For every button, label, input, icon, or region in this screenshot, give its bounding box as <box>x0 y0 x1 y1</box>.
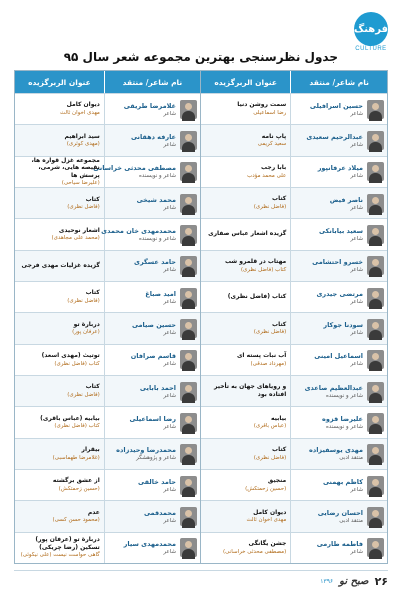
poet-name: حسین اسرافیلی <box>309 101 363 110</box>
book-title: توتیث (مهدی اسعد) <box>41 352 100 360</box>
table-row <box>201 281 387 312</box>
poet-info <box>138 478 176 493</box>
book-cell <box>201 407 290 437</box>
table-row <box>15 406 200 437</box>
poet-photo <box>367 413 384 432</box>
poet-info <box>101 227 176 243</box>
poet-info <box>310 102 363 117</box>
poet-photo <box>180 194 197 213</box>
poet-info <box>323 478 363 493</box>
poet-info <box>306 133 363 148</box>
poet-photo <box>180 288 197 307</box>
table-row <box>201 344 387 375</box>
poet-info <box>145 290 176 305</box>
book-author: (علیرضا سیاحی) <box>61 180 100 187</box>
poet-name: سودنا جوکار <box>323 320 363 329</box>
book-title: کتاب <box>85 195 100 203</box>
book-cell <box>15 345 104 375</box>
book-author: (مهدی کوثری) <box>66 141 100 148</box>
page-number: ۲۶ <box>374 575 388 588</box>
table-header <box>201 71 387 93</box>
poet-photo <box>180 413 197 432</box>
table-row <box>15 344 200 375</box>
book-author: (فاضل نظری) <box>67 297 100 304</box>
poet-info <box>140 384 176 399</box>
book-title: مهتاب در قلمرو شب <box>224 258 287 266</box>
table-row <box>15 250 200 281</box>
poet-role: شاعر <box>350 141 363 148</box>
table-row <box>15 187 200 218</box>
book-title: عدم <box>87 508 100 516</box>
poet-photo <box>180 382 197 401</box>
book-cell <box>201 282 290 312</box>
book-title: سمت روشن دنیا <box>237 101 287 109</box>
poet-name: مصطفی محدثی خراسانی <box>93 164 176 173</box>
poet-name: محمدمهدی سیار <box>123 540 176 549</box>
book-cell <box>201 157 290 187</box>
table-row <box>201 406 387 437</box>
column-header-name: نام شاعر/ منتقد <box>104 71 200 93</box>
poet-photo <box>367 507 384 526</box>
poet-role: شاعر و پژوهشگر <box>136 455 176 462</box>
poet-photo <box>180 225 197 244</box>
poet-role: شاعر <box>163 392 176 399</box>
book-title: بیابیه (عباس باقری) <box>40 414 100 422</box>
book-author: (فاضل نظری) <box>253 329 287 336</box>
book-cell <box>201 188 290 218</box>
poet-name: غلامرضا طریقی <box>123 101 176 110</box>
poet-photo <box>180 444 197 463</box>
poet-role: شاعر <box>163 141 176 148</box>
poet-name: امید صباغ <box>145 289 176 298</box>
poet-info <box>316 290 363 305</box>
table-row <box>15 500 200 531</box>
book-cell <box>201 376 290 406</box>
book-cell <box>15 313 104 343</box>
book-title: کتاب (فاضل نظری) <box>227 292 287 300</box>
poet-role: شاعر <box>163 361 176 368</box>
poet-name: احمد بابایی <box>139 383 176 392</box>
poet-photo <box>180 256 197 275</box>
table-row <box>201 469 387 500</box>
book-author: (حسین زحمتکش) <box>245 485 287 492</box>
poet-role: شاعر <box>163 330 176 336</box>
poet-photo <box>367 100 384 119</box>
poet-name: حامد عسگری <box>133 258 176 267</box>
poet-photo <box>367 194 384 213</box>
book-cell <box>201 345 290 375</box>
poet-cell <box>93 157 200 187</box>
book-author: کتاب (فاضل نظری) <box>240 266 287 273</box>
book-cell <box>201 533 290 563</box>
poet-cell <box>101 219 200 249</box>
poet-cell <box>104 533 200 563</box>
issue-year: ۱۳۹۶ <box>320 578 334 585</box>
poet-cell <box>290 125 387 155</box>
poet-cell <box>290 470 387 500</box>
poet-cell <box>104 376 200 406</box>
poet-role: شاعر <box>350 298 363 305</box>
poet-cell <box>290 407 387 437</box>
table-row <box>15 156 200 187</box>
poet-name: محمدمهدی خان محمدی <box>101 227 176 236</box>
book-author: کتاب (فاضل نظری) <box>54 423 100 430</box>
book-cell <box>201 125 290 155</box>
column-header-book: عنوان الربرگزیده <box>28 77 91 87</box>
poet-role: شاعر <box>350 235 363 242</box>
poet-name: علیرضا قزوه <box>322 414 363 423</box>
poet-cell <box>290 533 387 563</box>
newspaper-name: صبح نو <box>339 576 369 587</box>
poet-role: منتقد ادبی <box>339 455 363 462</box>
book-author: مهدی اخوان ثالث <box>60 109 100 116</box>
table-row <box>201 500 387 531</box>
poet-photo <box>367 131 384 150</box>
book-cell <box>15 251 104 281</box>
book-cell <box>201 470 290 500</box>
poet-info <box>323 321 363 336</box>
table-row <box>201 187 387 218</box>
poet-photo <box>367 288 384 307</box>
poet-role: شاعر <box>350 486 363 493</box>
book-cell <box>15 219 104 249</box>
book-author: کتاب (فاضل نظری) <box>54 360 100 367</box>
poet-role: شاعر و نویسنده <box>326 423 363 430</box>
poet-cell <box>104 251 200 281</box>
table-header <box>15 71 200 93</box>
poet-info <box>318 509 363 524</box>
book-author: (فاضل نظری) <box>253 454 287 461</box>
book-cell <box>15 376 104 406</box>
book-title: بابا رجب <box>261 164 287 172</box>
poet-role: شاعر <box>350 361 363 368</box>
table-rows-left <box>15 93 200 563</box>
poet-info <box>309 446 363 461</box>
book-title: آب نبات پسته ای <box>236 352 287 360</box>
book-cell <box>201 313 290 343</box>
poet-role: شاعر <box>350 173 363 180</box>
book-author: (عرفان پور) <box>72 329 100 336</box>
book-author: (فاضل نظری) <box>67 391 100 398</box>
poet-role: شاعر <box>350 110 363 117</box>
book-cell <box>15 125 104 155</box>
poet-photo <box>180 319 197 338</box>
poet-info <box>131 133 176 148</box>
poet-info <box>124 540 176 555</box>
poet-role: شاعر <box>350 267 363 274</box>
poet-cell <box>104 439 200 469</box>
poet-photo <box>367 225 384 244</box>
poet-name: محمد شیخی <box>136 195 176 204</box>
poet-photo <box>180 131 197 150</box>
poet-info <box>124 102 176 117</box>
poet-role: شاعر <box>350 329 363 336</box>
poet-name: کاظم بهمنی <box>322 477 363 486</box>
book-author: رضا اسماعیلی <box>253 109 287 116</box>
poet-role: شاعر <box>163 298 176 305</box>
poet-info <box>132 321 176 336</box>
book-author: (حسین زحمتکش) <box>58 485 100 492</box>
book-title: دربارة تو <box>73 320 100 328</box>
book-title: از عشق برگشته <box>52 477 100 485</box>
book-cell <box>15 407 104 437</box>
poet-role: شاعر و نویسنده <box>326 392 363 399</box>
poet-cell <box>104 407 200 437</box>
poet-info <box>131 352 176 367</box>
book-author: مهدی اخوان ثالث <box>246 517 287 524</box>
book-title: و رویاهای جهان به تأخیر افتاده بود <box>214 383 287 398</box>
poet-name: عارفه دهقانی <box>130 132 176 141</box>
book-author: (غلامرضا طهماسبی) <box>52 454 100 461</box>
book-author: (عباس باقری) <box>253 423 287 430</box>
book-author: سعید کریمی <box>257 141 287 148</box>
poet-cell <box>290 282 387 312</box>
page-footer <box>14 570 388 592</box>
book-cell <box>201 251 290 281</box>
poet-photo <box>180 507 197 526</box>
poet-role: شاعر و نویسنده <box>139 236 176 243</box>
table-right-half <box>201 71 387 563</box>
logo-subtitle: CULTURE <box>355 46 387 52</box>
poet-info <box>322 415 363 430</box>
poet-cell <box>290 157 387 187</box>
poet-photo <box>367 256 384 275</box>
poet-name: فاطمه طارمی <box>316 540 363 549</box>
book-title: اشعار نوحیدی <box>58 226 100 234</box>
book-author: (مهرداد صدقی) <box>250 360 287 367</box>
poet-info <box>318 164 363 179</box>
poet-cell <box>104 470 200 500</box>
poet-photo <box>180 350 197 369</box>
poet-info <box>130 415 176 430</box>
poet-role: شاعر <box>163 204 176 211</box>
book-cell <box>15 501 104 531</box>
poet-name: محمدرضا وحیدزاده <box>116 446 176 455</box>
poet-cell <box>290 376 387 406</box>
book-title: دیوان کامل <box>253 508 287 516</box>
book-author: گاهی حواست نیست (علی نیکوئی) <box>20 552 100 559</box>
poet-name: قاسم صرافان <box>130 352 176 361</box>
table-row <box>201 375 387 406</box>
book-cell <box>15 94 104 124</box>
poet-photo <box>180 476 197 495</box>
logo-badge: فرهنگ <box>354 12 388 46</box>
poet-photo <box>180 162 197 181</box>
book-cell <box>15 439 104 469</box>
table-row <box>15 93 200 124</box>
poet-role: منتقد ادبی <box>339 517 363 524</box>
book-title: گزیده غزلیات مهدی فرجی <box>21 261 100 269</box>
table-left-half <box>15 71 201 563</box>
table-row <box>15 281 200 312</box>
column-header-name: نام شاعر/ منتقد <box>290 71 387 93</box>
poet-photo <box>180 100 197 119</box>
book-author: (محمد علی مجاهدی) <box>51 235 100 242</box>
book-title: کتاب <box>272 320 287 328</box>
book-title: بیابیه <box>270 414 287 422</box>
book-author: (مصطفی محدثی خراسانی) <box>223 548 287 555</box>
book-cell <box>201 439 290 469</box>
page-title: جدول نظرسنجی بهترین مجموعه شعر سال ۹۵ <box>63 50 338 64</box>
book-title: کتاب <box>85 383 100 391</box>
table-row <box>15 124 200 155</box>
table-row <box>201 532 387 563</box>
poet-name: میلاد عرفانپور <box>317 164 363 173</box>
poet-info <box>330 196 363 211</box>
poet-info <box>305 384 363 399</box>
book-cell <box>15 533 104 563</box>
book-cell <box>201 501 290 531</box>
poet-cell <box>290 345 387 375</box>
book-title: گزیده اشعار عباس صفاری <box>208 230 287 238</box>
book-title: سید ابراهیم <box>64 132 100 140</box>
table-row <box>201 312 387 343</box>
poet-name: سعید بیابانکی <box>319 226 363 235</box>
poet-info <box>312 258 363 273</box>
poet-cell <box>104 282 200 312</box>
table-row <box>15 469 200 500</box>
section-logo <box>348 12 392 56</box>
poet-cell <box>290 251 387 281</box>
poet-info <box>93 164 176 180</box>
poet-info <box>317 540 363 555</box>
poet-info <box>137 196 176 211</box>
poet-photo <box>367 444 384 463</box>
book-title: منجیق <box>267 477 287 485</box>
book-title: کتاب <box>272 195 287 203</box>
poet-name: ناصر فیض <box>329 195 363 204</box>
book-author: (فاضل نظری) <box>253 203 287 210</box>
poet-name: حسین صیامی <box>131 321 176 329</box>
poet-name: مرتضی جیدری <box>316 289 363 298</box>
poet-photo <box>367 319 384 338</box>
book-title: مجموعه غزل قواره ها، نقیصه هایی، شرمی، پرسش ها <box>31 156 100 179</box>
book-title: بیقرار <box>81 446 100 454</box>
poet-cell <box>290 188 387 218</box>
table-row <box>201 218 387 249</box>
poet-name: رضا اسماعیلی <box>129 414 176 423</box>
poet-role: شاعر <box>163 423 176 430</box>
book-cell <box>201 219 290 249</box>
table-row <box>15 532 200 563</box>
poet-role: شاعر <box>163 486 176 493</box>
table-rows-right <box>201 93 387 563</box>
poet-role: شاعر و نویسنده <box>139 173 176 180</box>
poet-role: شاعر <box>350 204 363 211</box>
poet-cell <box>104 501 200 531</box>
poet-name: عبدالعظیم صاعدی <box>304 383 363 392</box>
table-row <box>15 218 200 249</box>
poet-role: شاعر <box>163 110 176 117</box>
book-author: علی محمد مؤدب <box>247 172 287 179</box>
table-row <box>201 438 387 469</box>
poet-name: عبدالرحیم سعیدی <box>306 132 363 141</box>
poet-cell <box>104 313 200 343</box>
poet-cell <box>290 439 387 469</box>
poet-role: شاعر <box>163 517 176 524</box>
table-row <box>201 93 387 124</box>
poet-cell <box>290 501 387 531</box>
column-header-book: عنوان الربرگزیده <box>214 77 277 87</box>
poet-role: شاعر <box>163 549 176 556</box>
poet-photo <box>180 538 197 557</box>
poet-photo <box>367 538 384 557</box>
poet-cell <box>290 94 387 124</box>
book-cell <box>15 282 104 312</box>
poet-photo <box>367 476 384 495</box>
table-row <box>15 375 200 406</box>
poet-photo <box>367 350 384 369</box>
book-cell <box>15 470 104 500</box>
poet-cell <box>104 94 200 124</box>
book-title: کتاب <box>272 446 287 454</box>
poet-info <box>116 446 176 461</box>
poet-name: اسماعیل امینی <box>314 352 363 361</box>
poet-cell <box>104 345 200 375</box>
book-title: دیوان کامل <box>66 101 100 109</box>
poet-name: خسرو احتشامی <box>312 258 363 267</box>
table-row <box>15 438 200 469</box>
poet-role: شاعر <box>350 549 363 556</box>
book-author: (فاضل نظری) <box>67 204 100 210</box>
poet-info <box>319 227 363 242</box>
poet-info <box>134 258 176 273</box>
poet-info <box>144 509 176 524</box>
poet-photo <box>367 382 384 401</box>
book-title: جشن یگانگی <box>248 540 287 548</box>
book-cell <box>201 94 290 124</box>
table-row <box>201 156 387 187</box>
table-row <box>15 312 200 343</box>
poet-name: احسان رضایی <box>317 508 363 517</box>
book-title: کتاب <box>85 289 100 297</box>
poet-cell <box>104 125 200 155</box>
table-row <box>201 250 387 281</box>
book-title: دربارة تو (عرفان پور) تسکین (رضا چریکی) <box>35 536 100 551</box>
book-cell <box>15 157 104 187</box>
poet-name: محمدقمی <box>143 508 176 517</box>
table-row <box>201 124 387 155</box>
book-author: (محمود حسن کسی) <box>52 517 100 524</box>
poet-photo <box>367 162 384 181</box>
poet-role: شاعر <box>163 267 176 274</box>
poet-info <box>314 352 363 367</box>
poll-table <box>14 70 388 564</box>
poet-name: حامد خالقی <box>138 477 176 486</box>
poet-cell <box>290 219 387 249</box>
poet-cell <box>290 313 387 343</box>
poet-name: مهدی یوسفیزاده <box>309 446 363 455</box>
book-title: پاپ نامه <box>261 132 287 140</box>
book-cell <box>15 188 104 218</box>
poet-cell <box>104 188 200 218</box>
